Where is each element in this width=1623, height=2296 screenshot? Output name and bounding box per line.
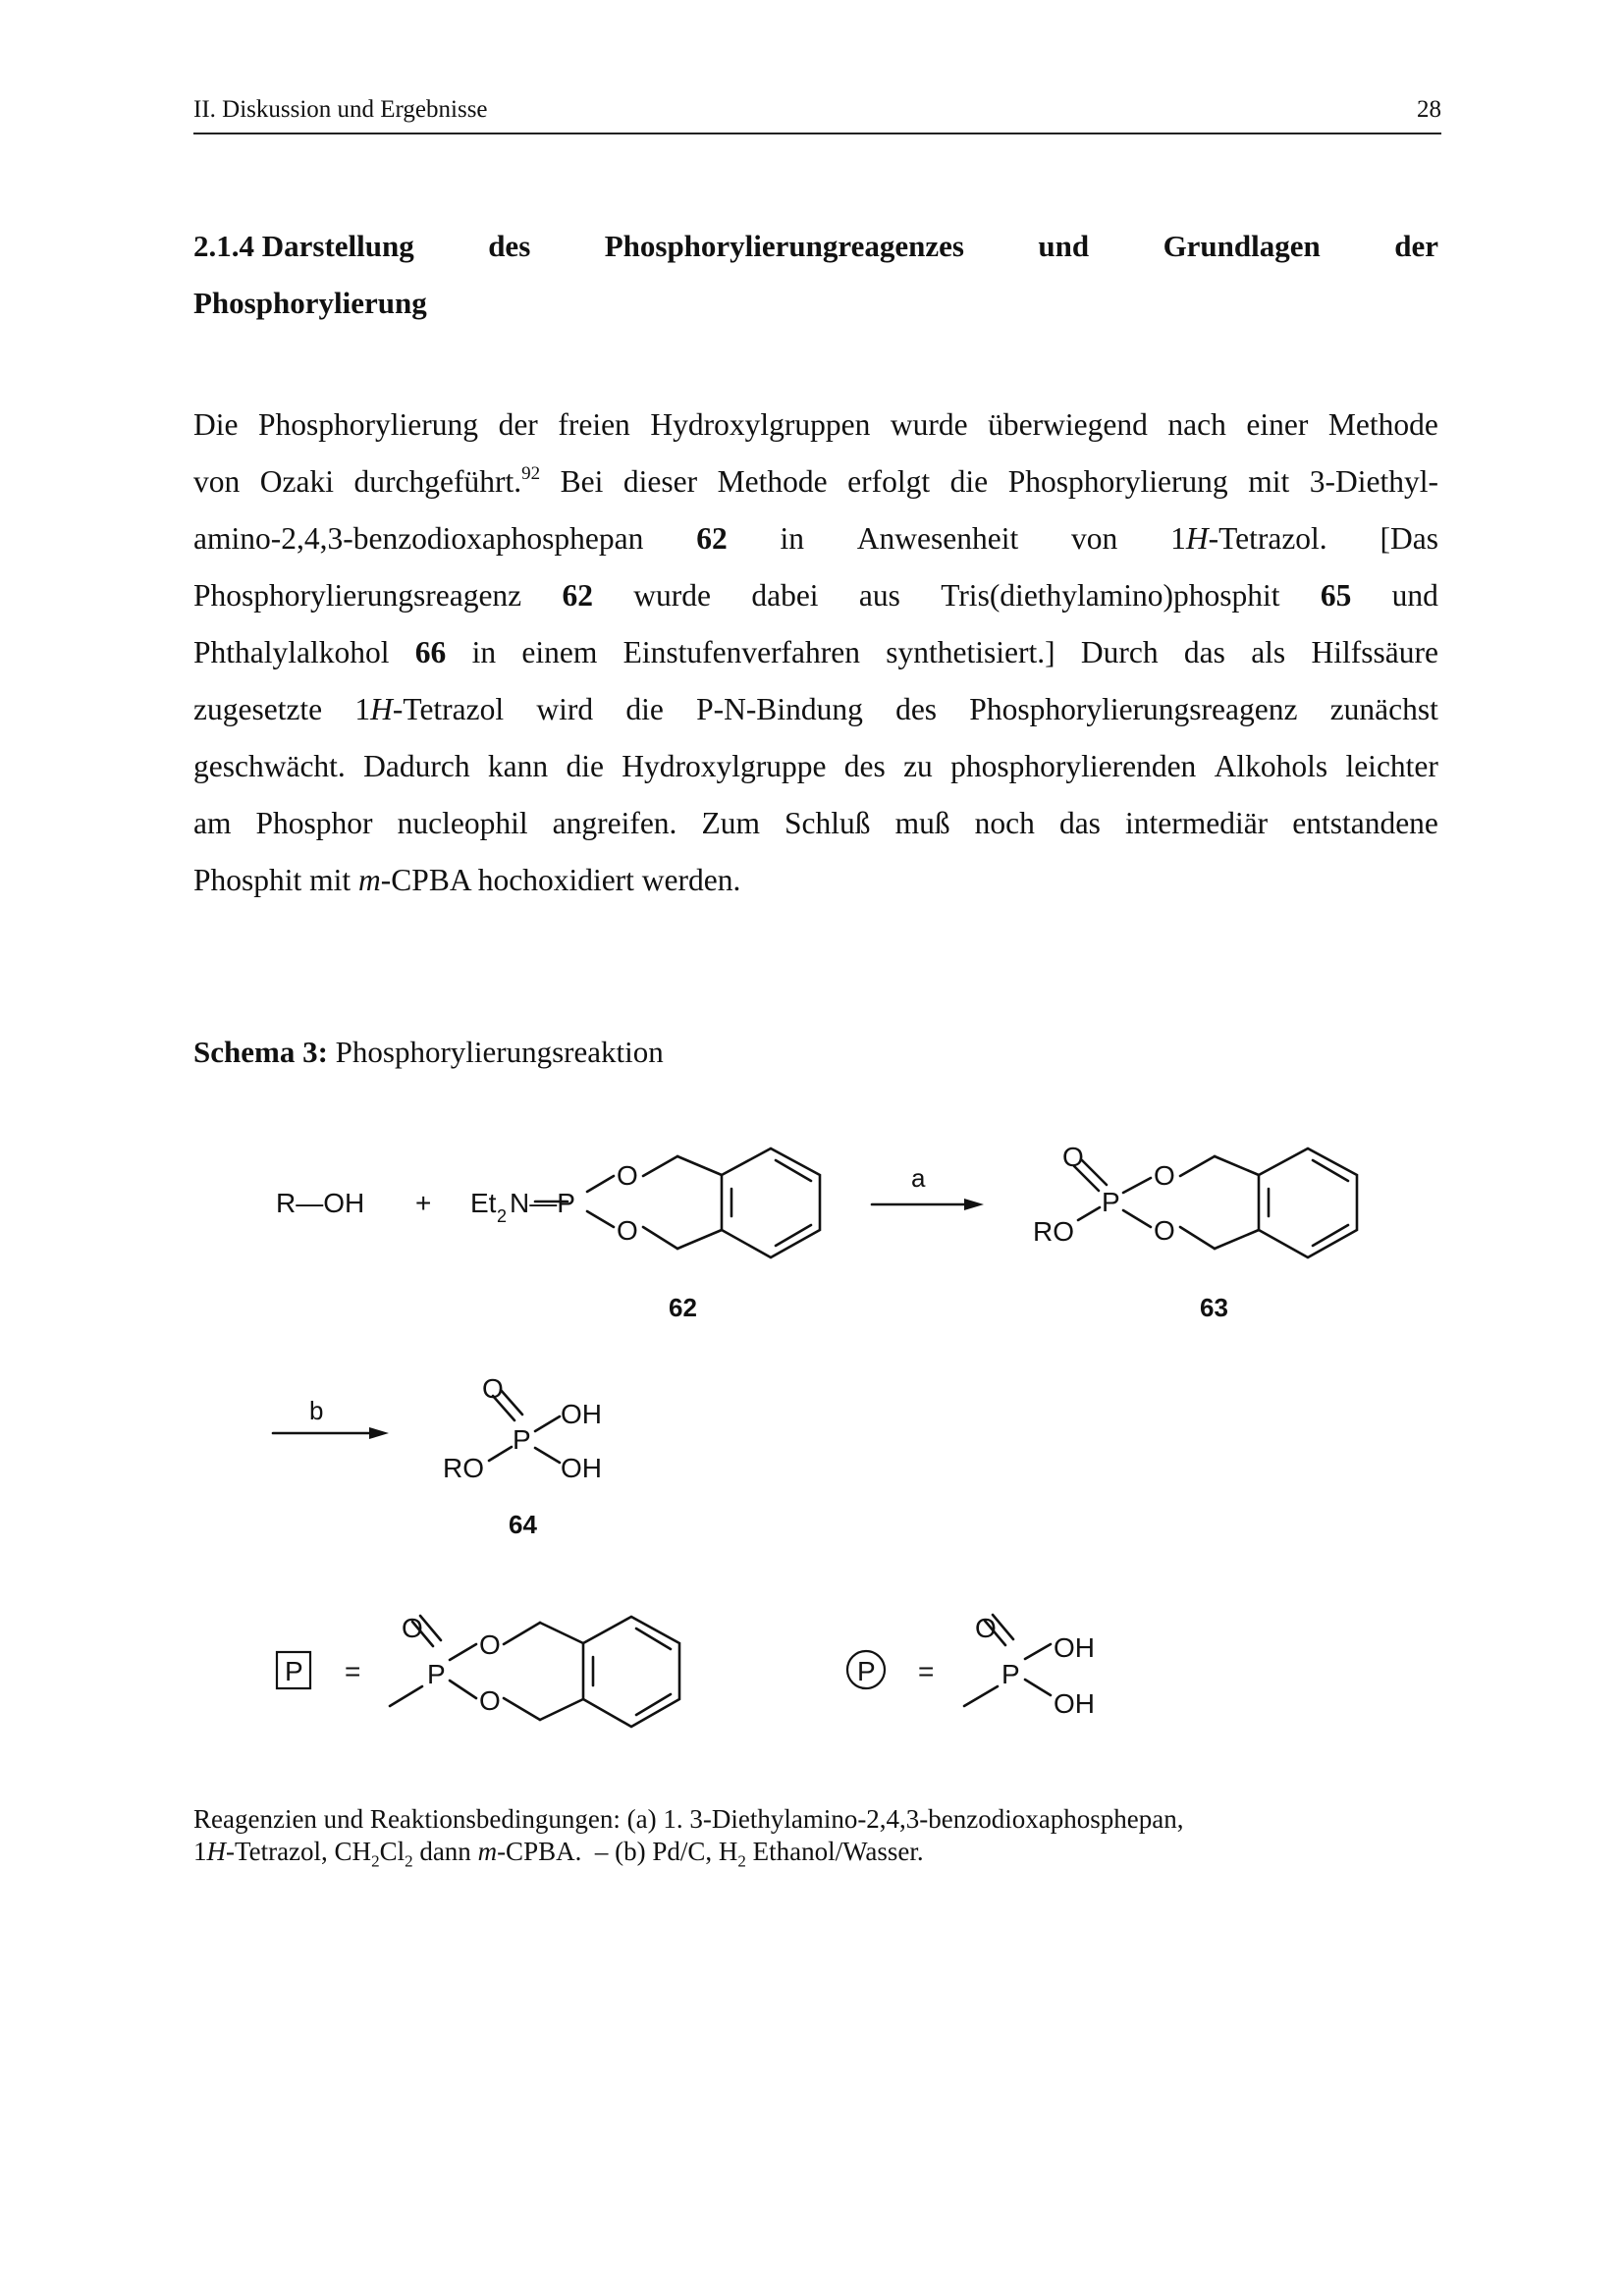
footnote-line-1: Reagenzien und Reaktionsbedingungen: (a) 1. 3-Diethylamino-2,4,3-benzodioxaphosphepan, [193,1804,1184,1834]
word: Phosphorylierungsreagenz [193,578,522,613]
scheme-label: Schema 3: [193,1035,328,1069]
bond-p-o-lower [1123,1210,1151,1227]
subscript: 2 [371,1851,380,1871]
word: in [471,635,497,669]
bond-p-oh-upper [1025,1644,1051,1659]
atom-ro: RO [1033,1216,1074,1247]
word: noch [974,806,1035,840]
atom-oh: OH [561,1453,602,1483]
heading-word: Phosphorylierungreagenzes [604,229,964,263]
text-run: Phosphit mit [193,863,359,897]
word: entstandene [1292,806,1438,840]
word: 3-Diethyl- [1309,464,1438,499]
word: amino-2,4,3-benzodioxaphosphepan [193,521,644,556]
word: nach [1167,407,1226,442]
word: freien [558,407,630,442]
word: zugesetzte [193,692,323,726]
scheme-title: Phosphorylierungsreaktion [327,1035,664,1069]
word: Methode [717,464,828,499]
word: von [1071,521,1118,556]
arrowhead-b [369,1427,389,1439]
bond-o-ch2-upper [643,1156,677,1176]
word-part: -Tetrazol [392,692,505,726]
atom-o: O [1154,1215,1175,1246]
bond-ro-p [489,1447,512,1461]
atom-n-p: N—P [510,1188,575,1218]
word: Ozaki [259,464,334,499]
word: erfolgt [847,464,931,499]
compound-number: 62 [562,578,593,613]
word: aus [858,578,900,613]
word: phosphorylierenden [950,749,1197,783]
italic-letter: H [206,1837,226,1866]
atom-o: O [479,1629,501,1660]
atom-oh: OH [1054,1632,1095,1663]
word: Hydroxylgruppe [622,749,827,783]
bond-ch2-ring-lower [540,1699,583,1720]
atom-oh: OH [1054,1688,1095,1719]
aromatic-bond [636,1694,671,1715]
heading-word: 2.1.4 Darstellung [193,229,414,263]
word: am [193,806,232,840]
word: Tris(diethylamino)phosphit [941,578,1280,613]
bond-p-oh-lower [535,1448,560,1463]
text-run: -Tetrazol, CH [226,1837,372,1866]
bond-ro-p [1078,1207,1100,1220]
bond-o-ch2-upper [504,1623,540,1644]
word: Alkohols [1214,749,1328,783]
heading-word: des [488,229,531,263]
word: dieser [622,464,698,499]
word: überwiegend [988,407,1148,442]
word: leichter [1345,749,1438,783]
atom-ro: RO [443,1453,484,1483]
bond-p-oh-upper [535,1416,560,1431]
word: P-N-Bindung [696,692,863,726]
word: als [1251,635,1286,669]
word: zunächst [1329,692,1438,726]
bond-p-o-lower [587,1211,614,1227]
heading-word: und [1038,229,1090,263]
subscript: 2 [405,1851,413,1871]
bond-p-o-upper [587,1176,614,1192]
subscript-2: 2 [497,1206,508,1226]
page-number: 28 [1417,96,1441,123]
word: wurde [633,578,712,613]
benzene-ring-62 [722,1148,820,1257]
italic-letter: m [477,1837,498,1866]
bond-p-o-lower [450,1681,476,1698]
italic-letter: H [1185,521,1209,556]
bond-ch2-ring-upper [540,1623,583,1643]
text-run: -CPBA hochoxidiert werden. [380,863,741,897]
word: dabei [751,578,819,613]
text-run: dann [412,1837,478,1866]
heading-word: der [1394,229,1438,263]
bond-p-oh-lower [1025,1680,1051,1695]
word: die [566,749,604,783]
compound-label-63: 63 [1200,1293,1228,1322]
word: einer [1246,407,1309,442]
subscript: 2 [737,1851,746,1871]
circled-p-symbol: P [857,1656,876,1686]
word: kann [487,749,549,783]
citation-reference: 92 [521,463,541,484]
atom-p: P [1102,1187,1120,1217]
atom-o: O [479,1685,501,1716]
text-run: Cl [379,1837,406,1866]
bond-o-ch2-upper [1180,1156,1215,1176]
atom-o: O [1154,1160,1175,1191]
benzene-ring-63 [1259,1148,1357,1257]
word: nucleophil [397,806,528,840]
word: geschwächt. [193,749,346,783]
atom-o: O [617,1215,638,1246]
arrow-label-b: b [309,1396,324,1425]
word: Phosphorylierungsreagenz [969,692,1298,726]
aromatic-bond [636,1629,671,1649]
word: angreifen. [552,806,677,840]
footnote-line-2 [193,1837,924,1871]
arrowhead-a [964,1199,984,1210]
word: in [780,521,804,556]
word: Hilfssäure [1311,635,1438,669]
bond-p-o-upper [1123,1178,1151,1193]
word: und [1391,578,1438,613]
word: das [1058,806,1101,840]
bond-ch2-ring-upper [1215,1156,1259,1175]
word: Einstufenverfahren [622,635,860,669]
compound-label-62: 62 [669,1293,697,1322]
italic-letter: m [358,863,381,897]
word: Anwesenheit [856,521,1019,556]
text-run: 1 [193,1837,207,1866]
compound-number: 62 [696,521,728,556]
arrow-label-a: a [911,1163,926,1193]
atom-o: O [975,1613,997,1643]
compound-number: 65 [1320,578,1352,613]
word: Zum [701,806,760,840]
equals-sign: = [918,1656,935,1686]
running-header-chapter: II. Diskussion und Ergebnisse [193,96,488,123]
word: der [498,407,538,442]
word: die [949,464,989,499]
heading-word: Grundlagen [1163,229,1321,263]
word: mit [1248,464,1290,499]
bond-p-o-upper [450,1644,476,1660]
word: muß [894,806,950,840]
bond-o-ch2-lower [1180,1227,1215,1249]
word: des [843,749,886,783]
aromatic-bond [1313,1160,1348,1181]
bond-stub [390,1686,422,1706]
word: wird [536,692,594,726]
word-part: 1 [354,692,371,726]
word-part: -Tetrazol. [1208,521,1327,556]
word: [Das [1380,521,1438,556]
word-part: 1 [1170,521,1186,556]
italic-letter: H [370,692,393,726]
bond-p-double-o [1082,1160,1107,1185]
word: von [193,464,241,499]
atom-o: O [402,1613,423,1643]
boxed-p-symbol: P [285,1656,303,1686]
bond-ch2-ring-upper [677,1156,722,1175]
bond-ch2-ring-lower [1215,1230,1259,1249]
bond-o-ch2-lower [504,1698,540,1720]
aromatic-bond [776,1225,811,1246]
atom-o: O [482,1373,504,1404]
word: Schluß [784,806,871,840]
word: Hydroxylgruppen [650,407,871,442]
bond-p-double-o [501,1390,522,1415]
word: Phosphorylierung [1007,464,1228,499]
atom-o: O [1062,1142,1084,1172]
atom-p: P [1001,1659,1020,1689]
plus-sign: + [415,1188,432,1218]
word: wurde [890,407,968,442]
aromatic-bond [776,1160,811,1181]
atom-o: O [617,1160,638,1191]
benzene-ring-legend [583,1617,679,1727]
word: die [625,692,664,726]
atom-p: P [513,1424,531,1455]
atom-p: P [427,1659,446,1689]
word: Methode [1327,407,1438,442]
heading-word: Phosphorylierung [193,286,427,320]
text-run: Ethanol/Wasser. [745,1837,924,1866]
word: Phosphor [255,806,373,840]
compound-label-64: 64 [509,1510,537,1539]
word: einem [521,635,598,669]
word: Phosphorylierung [258,407,479,442]
bond-o-ch2-lower [643,1227,677,1249]
word: intermediär [1124,806,1269,840]
word: Die [193,407,239,442]
bond-stub [964,1686,998,1706]
reactant-r-oh: R—OH [276,1188,365,1218]
word: Durch [1080,635,1159,669]
compound-number: 66 [414,635,447,669]
equals-sign: = [345,1656,361,1686]
text-run: -CPBA. – (b) Pd/C, H [497,1837,738,1866]
word: das [1183,635,1225,669]
word: des [895,692,938,726]
word: Phthalylalkohol [193,635,390,669]
word: synthetisiert.] [886,635,1055,669]
atom-et: Et [470,1188,497,1218]
word: zu [903,749,933,783]
word: Dadurch [363,749,470,783]
word: Bei [560,464,604,499]
word: durchgeführt. [353,464,522,499]
bond-ch2-ring-lower [677,1230,722,1249]
aromatic-bond [1313,1225,1348,1246]
atom-oh: OH [561,1399,602,1429]
